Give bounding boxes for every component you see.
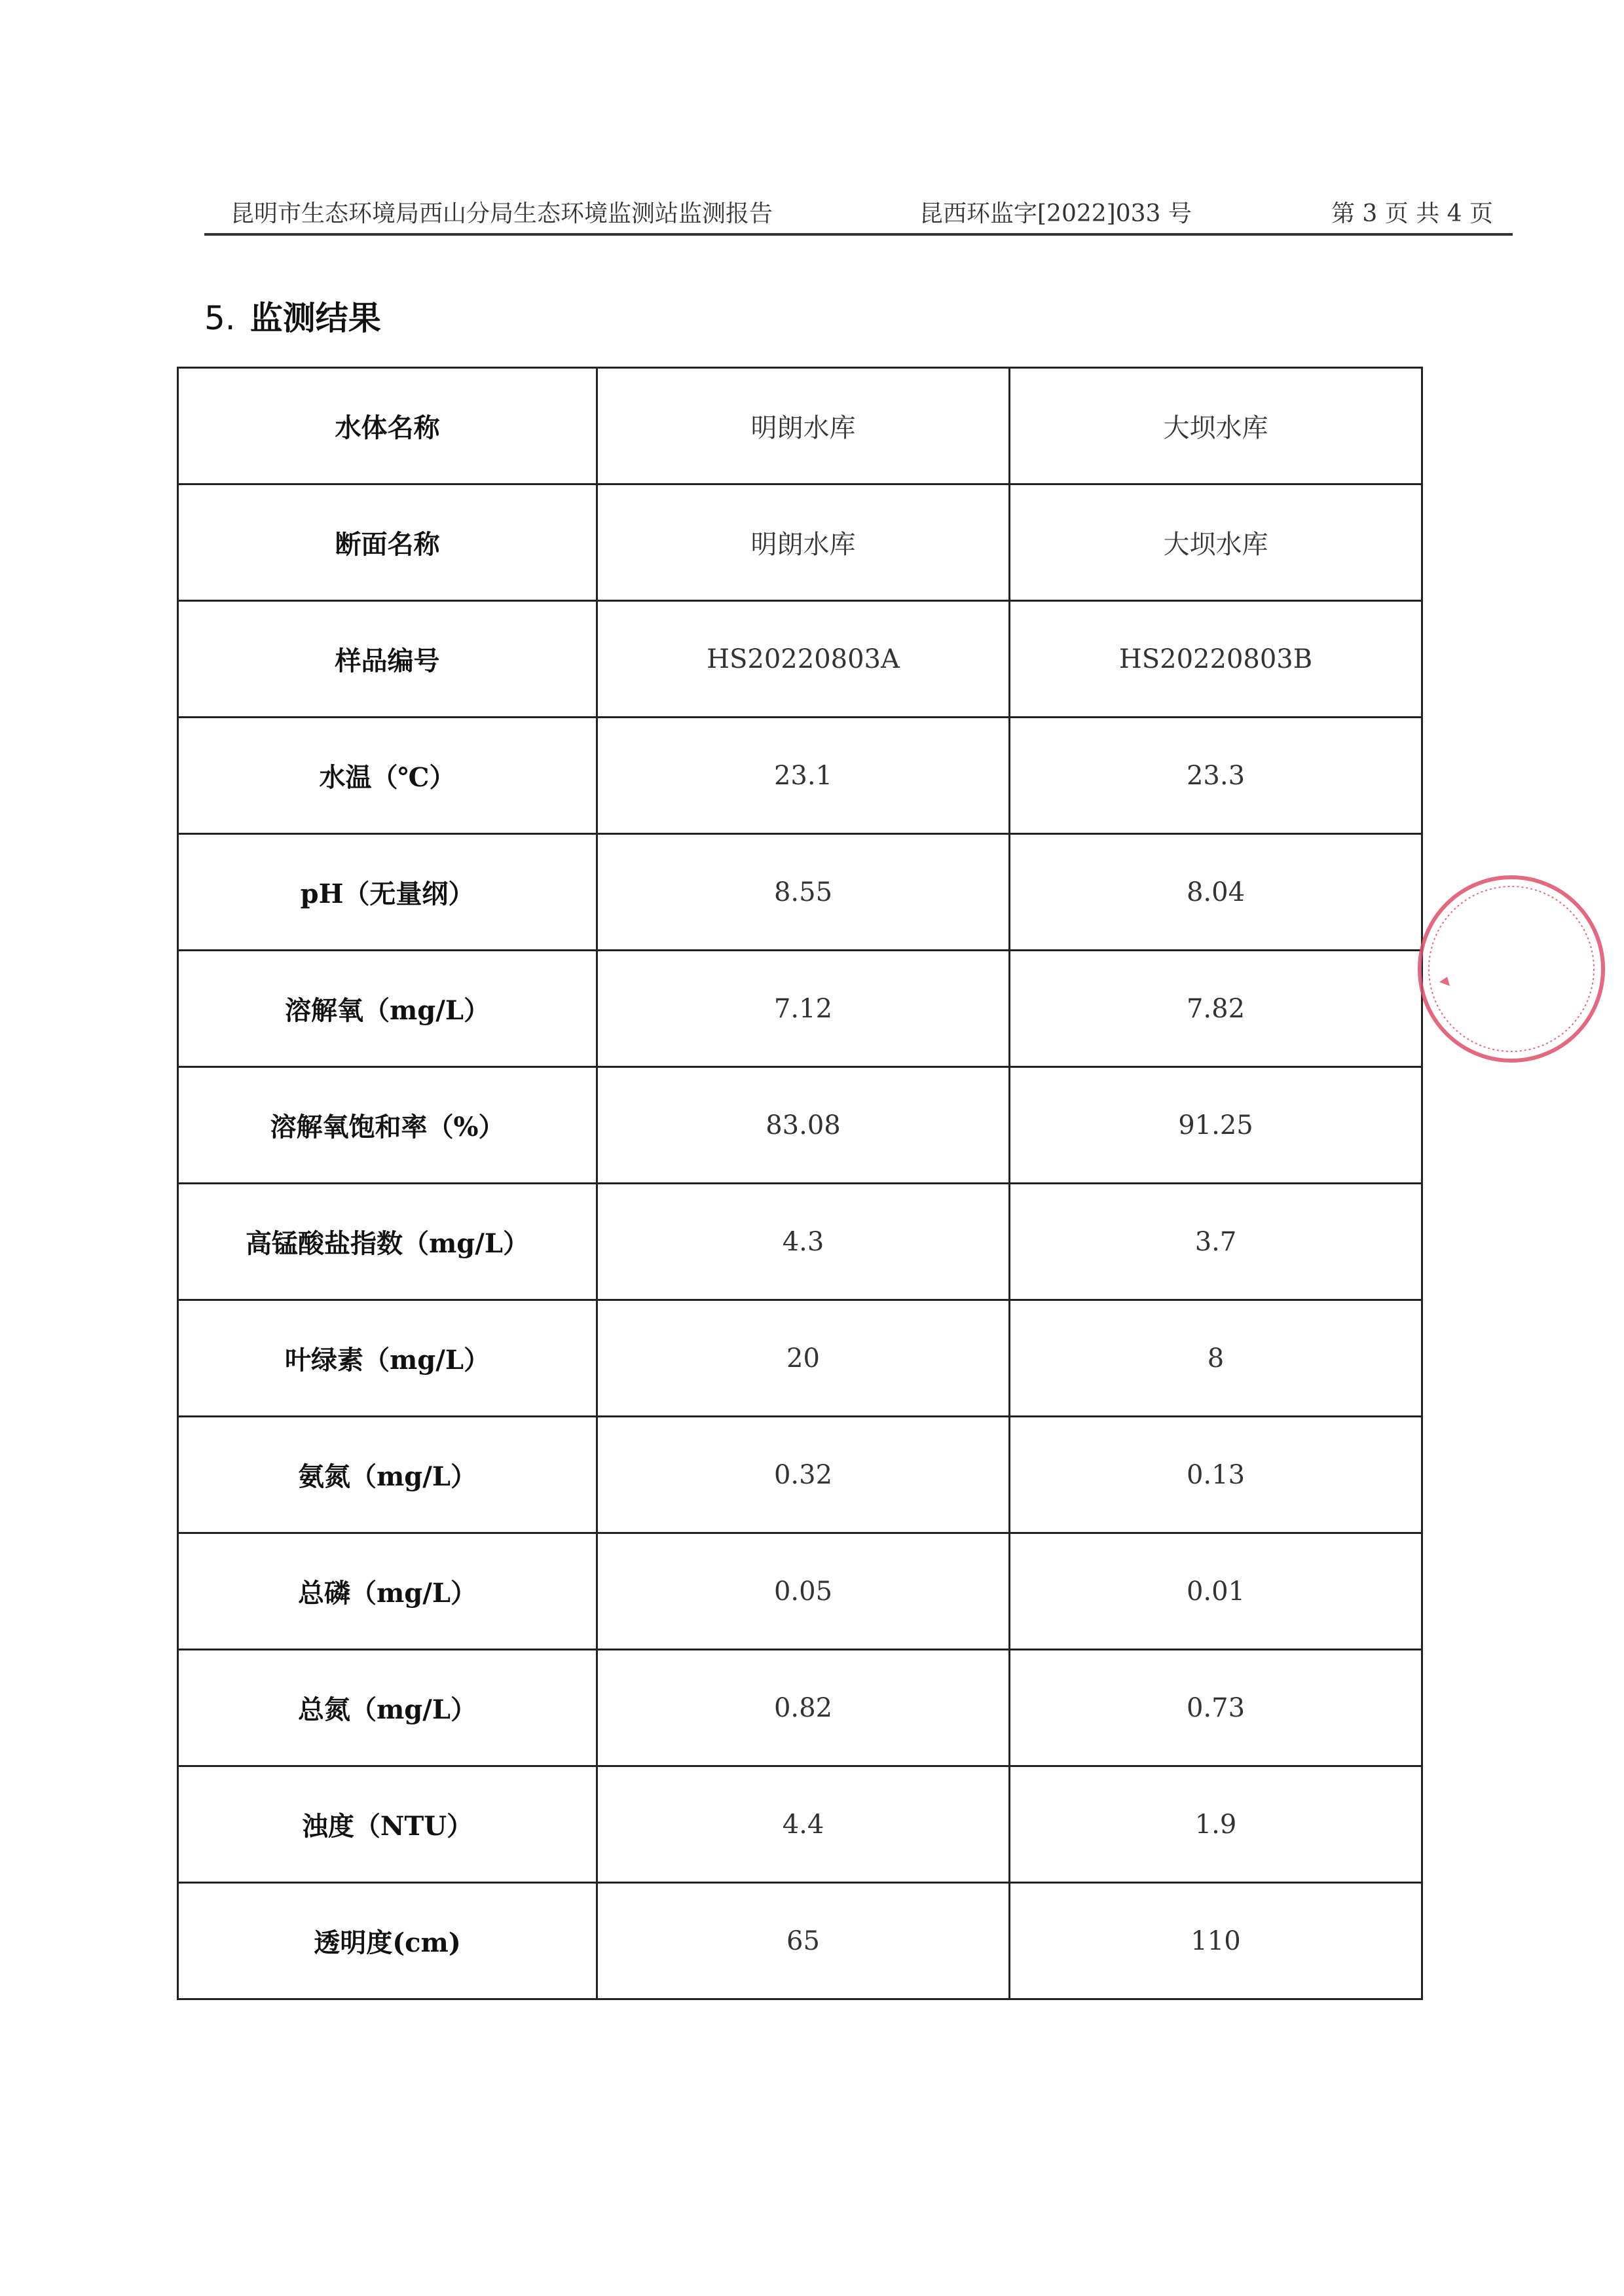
cell-value-b: 7.82 — [1010, 951, 1422, 1067]
cell-value-a: 0.82 — [597, 1650, 1010, 1766]
cell-value-b: 0.73 — [1010, 1650, 1422, 1766]
cell-value-a: HS20220803A — [597, 601, 1010, 718]
table-row — [178, 834, 1422, 951]
cell-value-b: 3.7 — [1010, 1184, 1422, 1300]
section-heading: 监测结果 — [249, 299, 381, 337]
table-row — [178, 1300, 1422, 1417]
results-table — [177, 367, 1423, 2000]
cell-value-b: 8 — [1010, 1300, 1422, 1417]
section-number: 5. — [204, 299, 236, 337]
table-row — [178, 601, 1422, 718]
row-label: 透明度(cm) — [178, 1883, 597, 1999]
cell-value-b: 91.25 — [1010, 1067, 1422, 1184]
row-label: 高锰酸盐指数（mg/L） — [178, 1184, 597, 1300]
cell-value-a: 8.55 — [597, 834, 1010, 951]
cell-value-b: HS20220803B — [1010, 601, 1422, 718]
report-org: 昆明市生态环境局西山分局生态环境监测站监测报告 — [231, 200, 773, 227]
cell-value-a: 65 — [597, 1883, 1010, 1999]
cell-value-b: 23.3 — [1010, 718, 1422, 834]
cell-value-a: 0.32 — [597, 1417, 1010, 1533]
row-label: 叶绿素（mg/L） — [178, 1300, 597, 1417]
table-row — [178, 1417, 1422, 1533]
table-row — [178, 1883, 1422, 1999]
page-indicator: 第 3 页 共 4 页 — [1331, 200, 1493, 227]
cell-value-b: 0.13 — [1010, 1417, 1422, 1533]
table-row — [178, 718, 1422, 834]
cell-value-b: 8.04 — [1010, 834, 1422, 951]
row-label: 溶解氧饱和率（%） — [178, 1067, 597, 1184]
table-row — [178, 1766, 1422, 1883]
seal-inner-ring — [1429, 886, 1594, 1051]
table-row — [178, 951, 1422, 1067]
row-label: 水温（℃） — [178, 718, 597, 834]
cell-value-b: 1.9 — [1010, 1766, 1422, 1883]
table-row — [178, 484, 1422, 601]
cell-value-b: 0.01 — [1010, 1533, 1422, 1650]
table-row — [178, 368, 1422, 484]
row-label: pH（无量纲） — [178, 834, 597, 951]
table-row — [178, 1067, 1422, 1184]
cell-value-a: 0.05 — [597, 1533, 1010, 1650]
cell-value-b: 110 — [1010, 1883, 1422, 1999]
row-label: 浊度（NTU） — [178, 1766, 597, 1883]
cell-value-b: 大坝水库 — [1010, 368, 1422, 484]
seal-ring — [1420, 877, 1603, 1061]
official-seal-stamp — [1413, 871, 1610, 1067]
cell-value-b: 大坝水库 — [1010, 484, 1422, 601]
cell-value-a: 23.1 — [597, 718, 1010, 834]
row-label: 总氮（mg/L） — [178, 1650, 597, 1766]
cell-value-a: 明朗水库 — [597, 484, 1010, 601]
cell-value-a: 明朗水库 — [597, 368, 1010, 484]
page-header — [204, 191, 1513, 236]
row-label: 氨氮（mg/L） — [178, 1417, 597, 1533]
document-number: 昆西环监字[2022]033 号 — [919, 200, 1192, 227]
row-label: 总磷（mg/L） — [178, 1533, 597, 1650]
row-label: 水体名称 — [178, 368, 597, 484]
section-title — [204, 292, 381, 338]
row-label: 样品编号 — [178, 601, 597, 718]
cell-value-a: 4.4 — [597, 1766, 1010, 1883]
cell-value-a: 83.08 — [597, 1067, 1010, 1184]
cell-value-a: 4.3 — [597, 1184, 1010, 1300]
table-row — [178, 1184, 1422, 1300]
cell-value-a: 20 — [597, 1300, 1010, 1417]
table-row — [178, 1533, 1422, 1650]
cell-value-a: 7.12 — [597, 951, 1010, 1067]
row-label: 断面名称 — [178, 484, 597, 601]
seal-star — [1439, 977, 1450, 986]
row-label: 溶解氧（mg/L） — [178, 951, 597, 1067]
table-row — [178, 1650, 1422, 1766]
